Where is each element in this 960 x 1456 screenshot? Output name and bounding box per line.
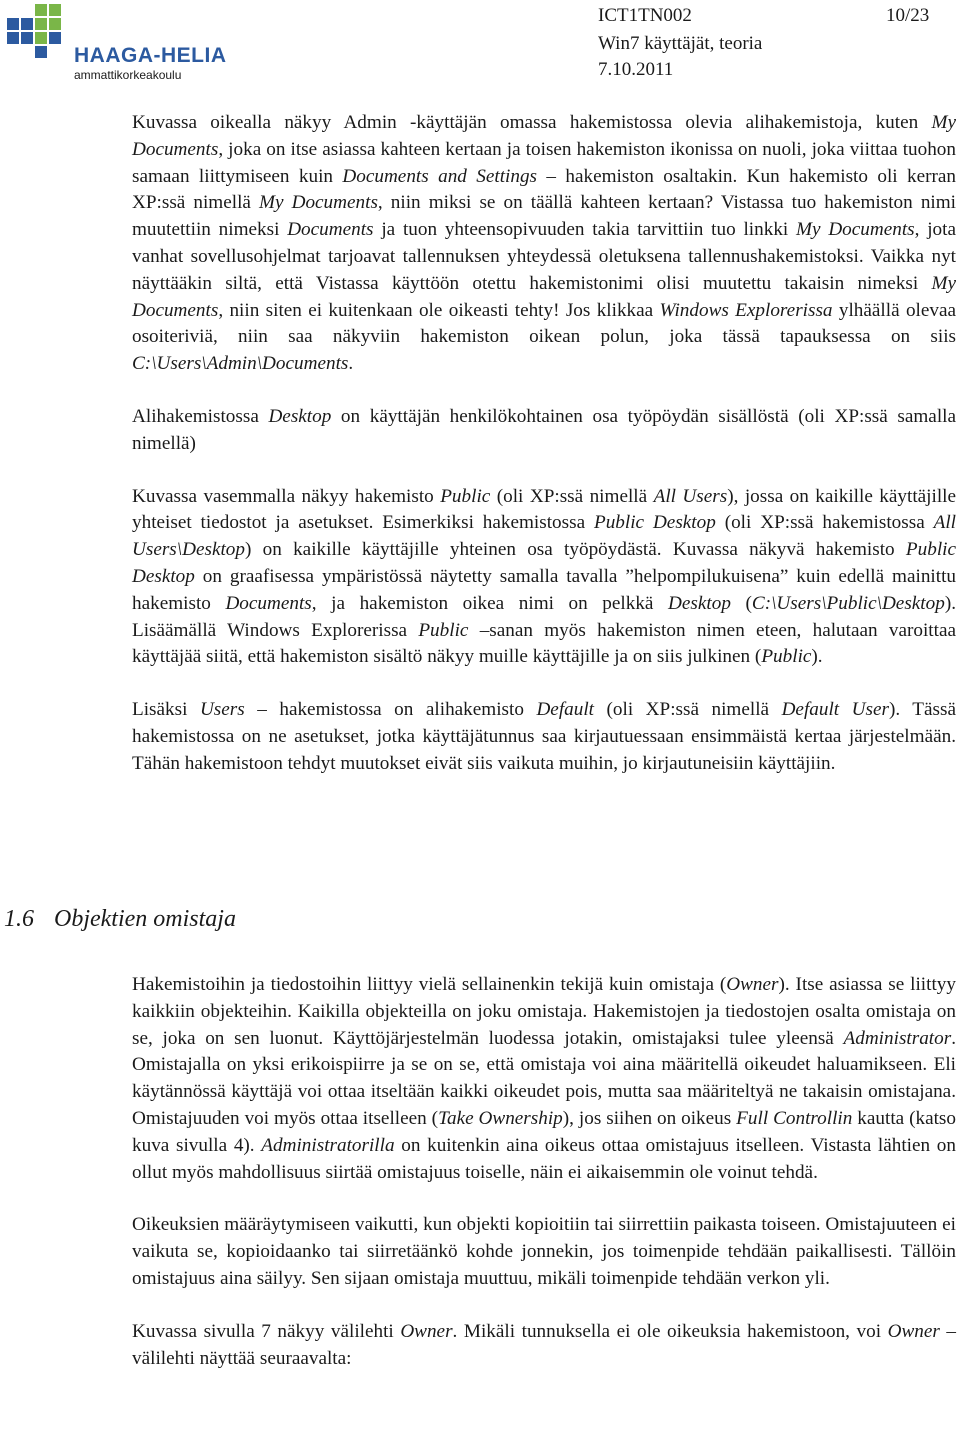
paragraph-owner <box>132 972 956 1186</box>
text-run: , niin miksi se on täällä kahteen kertaan? Vistassa tuo hakemiston nimi muutettiin nimeksi <box>132 192 956 241</box>
paragraph-copy-move <box>132 1212 956 1292</box>
section-text <box>132 972 956 1398</box>
header-date: 7.10.2011 <box>598 59 674 80</box>
italic-term: Default <box>536 699 595 721</box>
italic-term: Default User <box>781 699 889 721</box>
header-subtitle: Win7 käyttäjät, teoria <box>598 33 763 54</box>
text-run: ). <box>811 646 823 668</box>
italic-term: Owner <box>887 1320 940 1342</box>
text-run: . Mikäli tunnuksella ei ole oikeuksia hakemistoon, voi <box>452 1320 888 1342</box>
section-heading <box>4 906 236 933</box>
italic-term: Public <box>761 646 812 668</box>
italic-term: Take Ownership <box>438 1107 563 1129</box>
logo-subtitle: ammattikorkeakoulu <box>74 68 182 82</box>
text-run: ( <box>730 592 752 614</box>
text-run: (oli XP:ssä nimellä <box>490 485 654 507</box>
text-run: –sanan myös hakemiston nimen eteen, halutaan varoittaa käyttäjää siitä, että hakemiston sisältö näkyy muille käyttäjille ja on siis julkinen ( <box>132 619 956 668</box>
header-page-number: 10/23 <box>886 5 930 26</box>
main-text <box>132 110 956 804</box>
paragraph-owner-tab <box>132 1319 956 1373</box>
italic-term: My Documents <box>132 272 956 321</box>
text-run: ja tuon yhteensopivuuden takia tarvittiin tuo linkki <box>373 219 797 241</box>
italic-term: Desktop <box>268 405 332 427</box>
header-course: ICT1TN002 <box>598 5 692 26</box>
text-run: ), jos siihen on oikeus <box>562 1107 737 1129</box>
italic-term: Public Desktop <box>593 512 716 534</box>
italic-term: Administratorilla <box>261 1134 395 1156</box>
paragraph-documents <box>132 110 956 378</box>
text-run: ). Tässä hakemistossa on ne asetukset, jotka käyttäjätunnus saa kirjautuessaan ensimmäistä kertaa järjestelmään. Tähän hakemistoon tehdyt muutokset eivät siis vaikuta muihin, jo kirjautuneisiin käyttäjiin. <box>132 699 956 774</box>
text-run: ylhäällä olevaa osoiteriviä, niin saa näkyviin hakemiston oikean polun, joka tässä tapauksessa on siis <box>132 299 957 348</box>
haaga-helia-logo <box>6 4 227 84</box>
text-run: (oli XP:ssä hakemistossa <box>715 512 934 534</box>
italic-term: Full Controllin <box>736 1107 853 1129</box>
text-run: Kuvassa oikealla näkyy Admin -käyttäjän omassa hakemistossa olevia alihakemistoja, kuten <box>132 112 932 133</box>
paragraph-default <box>132 697 956 777</box>
text-run: Oikeuksien määräytymiseen vaikutti, kun objekti kopioitiin tai siirrettiin paikasta toiseen. Omistajuuteen ei vaikuta se, kopioidaanko tai siirretäänkö kohde jonnekin, jos toimenpide tehdään paikallisesti. Tällöin omistajuus aina säilyy. Sen sijaan omistaja muuttuu, mikäli toimenpide tehdään verkon yli. <box>132 1214 956 1289</box>
italic-term: C:\Users\Admin\Documents <box>132 353 349 375</box>
italic-term: All Users\Desktop <box>132 512 956 561</box>
section-title: Objektien omistaja <box>54 906 236 932</box>
logo-squares-icon <box>6 4 74 66</box>
text-run: Alihakemistossa <box>132 405 269 427</box>
text-run: on kuitenkin aina oikeus ottaa omistajuus itselleen. Vistasta lähtien on ollut myös mahdollisuus siirtää omistajuus toiselle, näin ei aikaisemmin ole voinut tehdä. <box>132 1134 956 1183</box>
paragraph-desktop <box>132 404 956 458</box>
italic-term: C:\Users\Public\Desktop <box>751 592 945 614</box>
italic-term: Public <box>418 619 469 641</box>
logo-name: HAAGA-HELIA <box>74 44 227 67</box>
paragraph-public <box>132 484 956 672</box>
italic-term: Windows Explorerissa <box>659 299 833 321</box>
italic-term: Desktop <box>668 592 731 614</box>
text-run: Kuvassa vasemmalla näkyy hakemisto <box>132 485 441 507</box>
text-run: , joka on itse asiassa kahteen kertaan ja toisen hakemiston ikonissa on nuoli, joka viittaa tuohon samaan liittymiseen kuin <box>132 138 956 187</box>
text-run: ), jossa on kaikille käyttäjille yhteiset tiedostot ja asetukset. Esimerkiksi hakemistossa <box>132 485 957 534</box>
text-run: ) on kaikille käyttäjille yhteinen osa työpöydästä. Kuvassa näkyvä hakemisto <box>244 539 906 561</box>
text-run: kautta (katso kuva sivulla 4). <box>132 1107 956 1156</box>
italic-term: Documents <box>287 219 374 241</box>
italic-term: Users <box>199 699 245 721</box>
italic-term: Administrator <box>843 1027 952 1049</box>
text-run: on graafisessa ympäristössä näytetty samalla tavalla ”helpompilukuisena” kuin edellä mainittu hakemisto <box>132 565 956 614</box>
text-run: , niin siten ei kuitenkaan ole oikeasti tehty! Jos klikkaa <box>218 299 660 321</box>
text-run: , ja hakemiston oikea nimi on pelkkä <box>311 592 669 614</box>
text-run: – välilehti näyttää seuraavalta: <box>132 1320 956 1369</box>
italic-term: All Users <box>653 485 728 507</box>
section-number: 1.6 <box>4 906 34 932</box>
italic-term: Public <box>440 485 491 507</box>
text-run: Hakemistoihin ja tiedostoihin liittyy vielä sellainenkin tekijä kuin omistaja ( <box>132 974 727 995</box>
text-run: , jota vanhat sovellusohjelmat tarjoavat tallennuksen yhteydessä oletuksena tallennushakemistoksi. Vaikka nyt näyttääkin siltä, että Vistassa käyttöön otettu hakemistonimi olisi muutettu takaisin nimeksi <box>132 219 956 294</box>
text-run: . Omistajalla on yksi erikoispiirre ja se on se, että omistaja voi aina määritellä oikeudet haluamikseen. Eli käytännössä käyttäjä voi ottaa itseltään kaikki oikeudet pois, mutta saa määriteltyä ne takaisin omistajana. Omistajuuden voi myös ottaa itselleen ( <box>132 1027 956 1129</box>
text-run: on käyttäjän henkilökohtainen osa työpöydän sisällöstä (oli XP:ssä samalla nimellä) <box>132 405 956 454</box>
text-run: – hakemistossa on alihakemisto <box>244 699 537 721</box>
italic-term: Public Desktop <box>132 539 956 587</box>
italic-term: My Documents <box>132 112 956 160</box>
italic-term: Documents and Settings <box>342 165 538 187</box>
text-run: (oli XP:ssä nimellä <box>594 699 782 721</box>
text-run: – hakemiston osaltakin. Kun hakemisto oli kerran XP:ssä nimellä <box>132 165 956 214</box>
text-run: Lisäksi <box>132 699 200 721</box>
italic-term: Owner <box>400 1320 453 1342</box>
text-run: Kuvassa sivulla 7 näkyy välilehti <box>132 1320 401 1342</box>
text-run: ). Lisäämällä Windows Explorerissa <box>132 592 957 641</box>
text-run: . <box>348 353 354 375</box>
italic-term: Documents <box>225 592 312 614</box>
italic-term: Owner <box>726 974 779 995</box>
text-run: ). Itse asiassa se liittyy kaikkiin objekteihin. Kaikilla objekteilla on joku omistaja. Hakemistojen ja tiedostojen osalta omistaja on se, joka on sen luonut. Käyttöjärjestelmän luodessa jotakin, omistajaksi tulee yleensä <box>132 974 956 1049</box>
italic-term: My Documents <box>796 219 915 241</box>
italic-term: My Documents <box>259 192 378 214</box>
